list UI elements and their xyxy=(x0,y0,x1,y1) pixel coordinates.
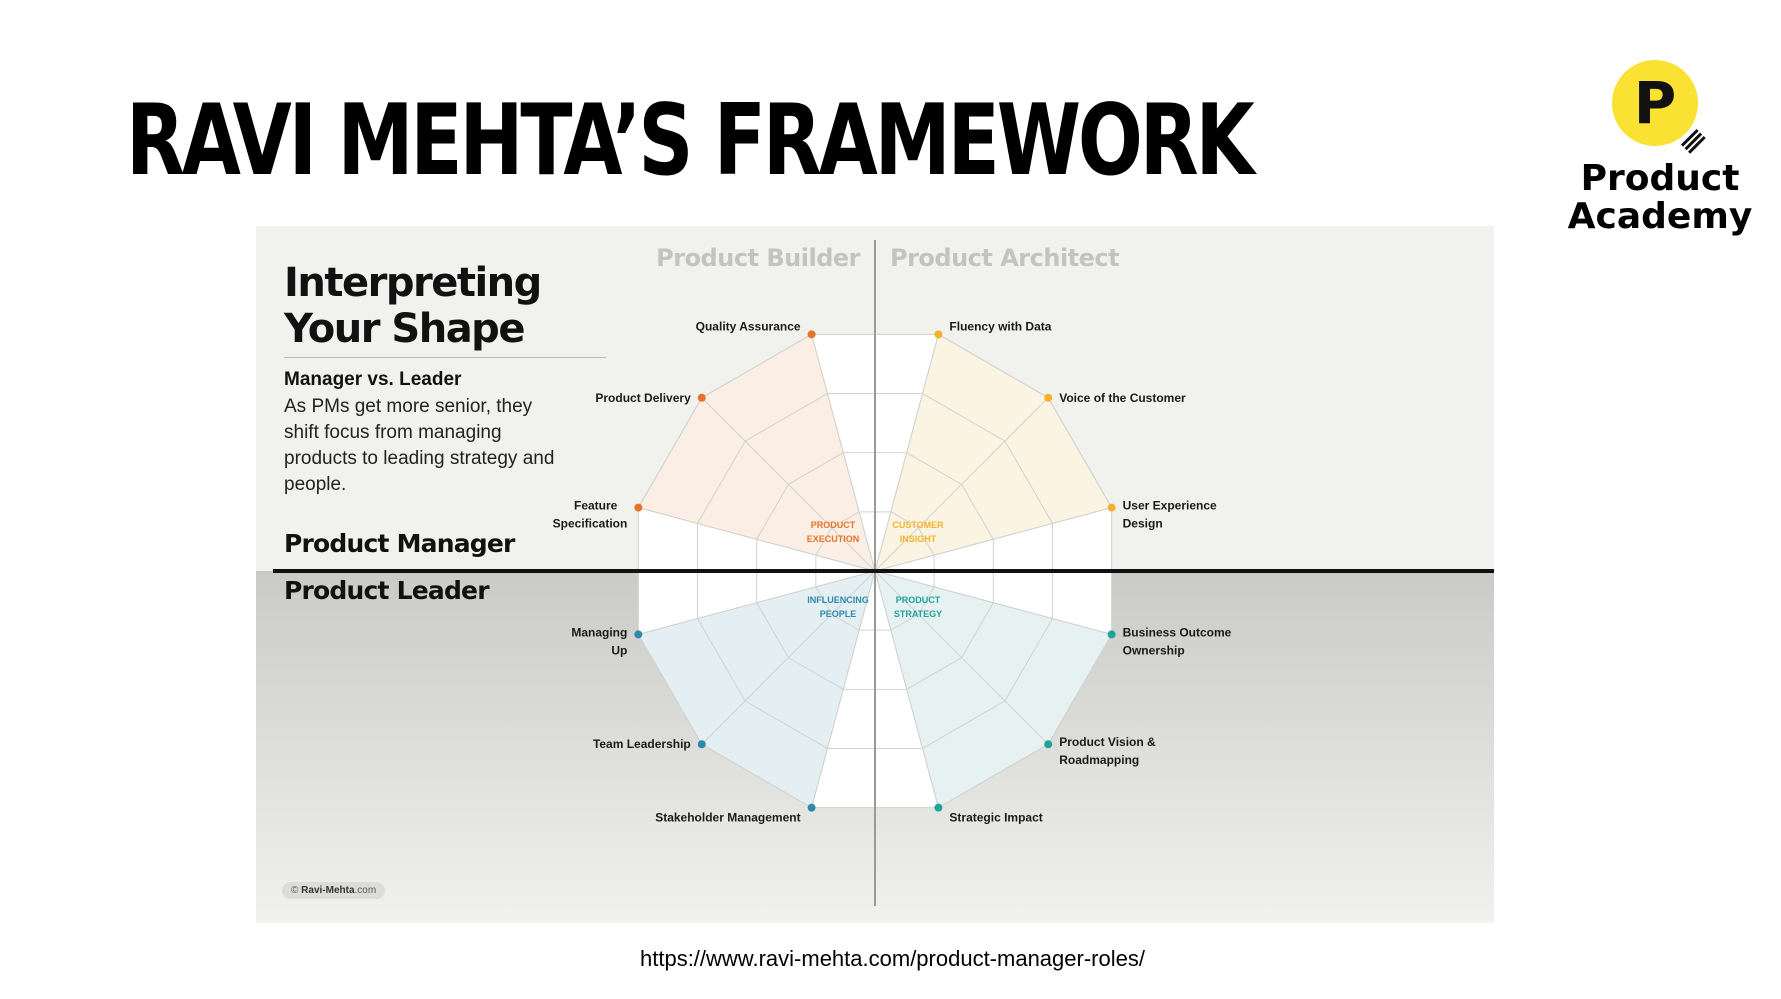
manager-leader-divider xyxy=(273,569,1494,573)
axis-marker xyxy=(808,804,816,812)
panel-heading xyxy=(284,260,584,352)
column-label-left: Product Builder xyxy=(656,244,860,272)
column-label-right: Product Architect xyxy=(890,244,1120,272)
logo-mark: P xyxy=(1633,69,1677,137)
axis-label: Fluency with Data xyxy=(949,319,1052,334)
panel-subheading: Manager vs. Leader xyxy=(284,369,462,390)
heading-rule xyxy=(284,357,606,358)
axis-label: Product Delivery xyxy=(595,390,691,405)
panel-heading-line-1: Interpreting xyxy=(284,260,541,306)
axis-marker xyxy=(698,394,706,402)
copyright-domain: .com xyxy=(354,885,377,896)
axis-marker xyxy=(934,330,942,338)
axis-marker xyxy=(934,804,942,812)
axis-marker xyxy=(1044,740,1052,748)
axis-marker xyxy=(1044,394,1052,402)
pencil-icon xyxy=(1678,126,1708,156)
axis-label: Managing Up xyxy=(571,625,628,658)
product-leader-label: Product Leader xyxy=(284,576,489,605)
source-url[interactable]: https://www.ravi-mehta.com/product-manager-roles/ xyxy=(640,946,1145,971)
axis-label: User Experience Design xyxy=(1122,498,1217,531)
copyright-name: Ravi-Mehta xyxy=(301,885,355,896)
axis-label: Team Leadership xyxy=(592,737,691,752)
axis-label: Product Vision & Roadmapping xyxy=(1059,735,1156,768)
logo-line-1: Product xyxy=(1580,158,1740,199)
quadrant-label-insight: CUSTOMER INSIGHT xyxy=(892,520,944,544)
axis-label: Stakeholder Management xyxy=(655,810,801,825)
copyright-symbol: © xyxy=(291,885,299,896)
product-manager-label: Product Manager xyxy=(284,529,515,558)
axis-label: Voice of the Customer xyxy=(1059,390,1186,405)
quadrant-label-strategy: PRODUCT STRATEGY xyxy=(893,595,943,619)
quadrant-label-execution: PRODUCT EXECUTION xyxy=(806,520,860,544)
panel-body: As PMs get more senior, they shift focus from managing products to leading strategy and people. xyxy=(284,396,555,495)
quadrant-label-influencing: INFLUENCING PEOPLE xyxy=(807,595,869,619)
framework-image xyxy=(256,226,1494,923)
panel-heading-line-2: Your Shape xyxy=(284,306,524,352)
axis-marker xyxy=(808,330,816,338)
axis-marker xyxy=(1108,504,1116,512)
axis-label: Quality Assurance xyxy=(695,319,801,334)
axis-label: Feature Specification xyxy=(552,498,628,531)
axis-marker xyxy=(698,740,706,748)
logo-line-2: Academy xyxy=(1567,196,1753,237)
product-academy-logo xyxy=(1560,60,1760,250)
axis-label: Business Outcome Ownership xyxy=(1122,625,1232,658)
axis-marker xyxy=(1108,630,1116,638)
logo-wordmark xyxy=(1560,160,1760,236)
page-title: RAVI MEHTA’S FRAMEWORK xyxy=(126,84,1252,198)
copyright-badge xyxy=(282,882,385,899)
axis-marker xyxy=(634,504,642,512)
axis-marker xyxy=(634,630,642,638)
axis-label: Strategic Impact xyxy=(949,810,1043,825)
